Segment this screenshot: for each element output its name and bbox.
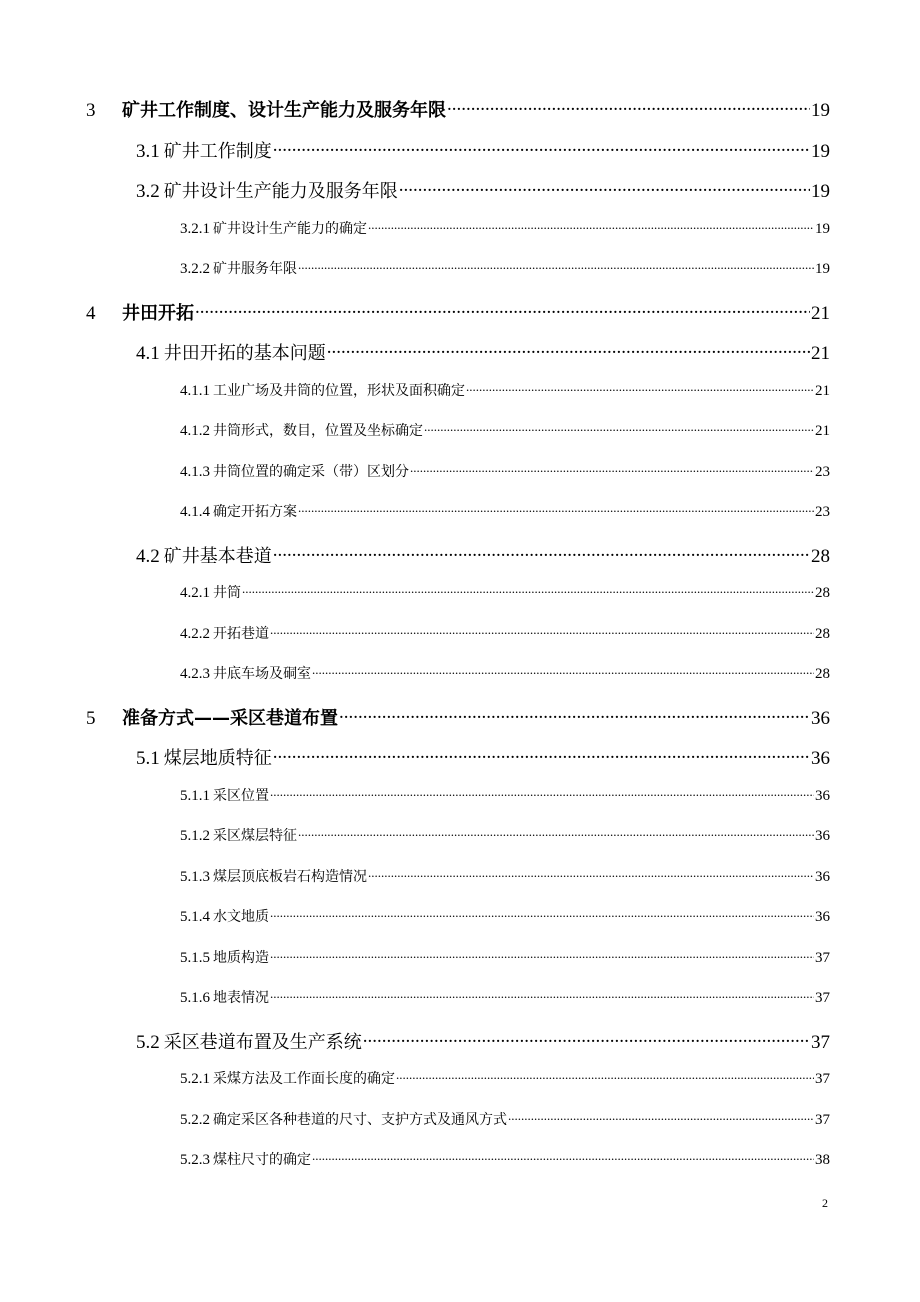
toc-entry-number: 3.2.1 (180, 220, 210, 237)
toc-entry-page: 19 (811, 181, 830, 202)
toc-entry-number: 5.2 (136, 1031, 160, 1053)
toc-entry-number: 5.1.6 (180, 990, 210, 1006)
toc-entry[interactable] (180, 1149, 830, 1169)
toc-entry-number: 3.2 (136, 181, 160, 202)
toc-entry[interactable] (86, 704, 830, 730)
toc-entry-title: 开拓巷道 (213, 625, 269, 642)
toc-dot-leader (508, 1109, 814, 1124)
toc-entry-number: 3 (86, 100, 96, 121)
toc-entry-number: 5.2.2 (180, 1111, 210, 1128)
toc-entry-title: 井底车场及硐室 (213, 666, 311, 682)
toc-entry-number: 4.1.4 (180, 504, 210, 520)
toc-entry-page: 37 (815, 1071, 830, 1087)
toc-entry-page: 23 (815, 463, 830, 480)
toc-entry-page: 28 (811, 545, 830, 567)
toc-entry[interactable] (180, 825, 830, 845)
toc-entry-number: 4.2 (136, 545, 160, 567)
toc-entry[interactable] (136, 542, 830, 568)
toc-entry-title: 井田开拓的基本问题 (163, 343, 326, 364)
toc-entry-number: 4.1.1 (180, 382, 210, 399)
toc-entry-number: 5 (86, 707, 96, 729)
toc-entry[interactable] (180, 987, 830, 1007)
toc-entry-page: 37 (815, 949, 830, 966)
toc-entry-page: 36 (815, 868, 830, 885)
toc-dot-leader (410, 461, 814, 476)
toc-entry[interactable] (180, 218, 830, 238)
toc-dot-leader (399, 178, 810, 197)
toc-entry-number: 5.1.1 (180, 787, 210, 804)
toc-entry[interactable] (180, 906, 830, 926)
toc-entry-number: 5.1 (136, 748, 160, 769)
toc-entry-title: 确定采区各种巷道的尺寸、支护方式及通风方式 (213, 1111, 507, 1128)
toc-dot-leader (363, 1029, 810, 1048)
toc-dot-leader (298, 825, 814, 840)
toc-entry-title: 井筒形式，数目，位置及坐标确定 (213, 423, 423, 439)
toc-entry[interactable] (86, 96, 830, 122)
toc-entry-number: 4.1.3 (180, 463, 210, 480)
toc-entry-page: 21 (815, 423, 830, 439)
toc-dot-leader (270, 785, 814, 800)
toc-entry[interactable] (136, 744, 830, 770)
toc-dot-leader (424, 420, 814, 435)
toc-entry[interactable] (136, 339, 830, 365)
toc-entry[interactable] (180, 947, 830, 967)
toc-entry-page: 36 (815, 828, 830, 844)
toc-entry-number: 5.1.5 (180, 949, 210, 966)
toc-entry-page: 36 (815, 909, 830, 925)
toc-entry-page: 28 (815, 585, 830, 601)
toc-dot-leader (242, 582, 814, 597)
toc-dot-leader (298, 501, 814, 516)
toc-entry[interactable] (180, 663, 830, 683)
toc-dot-leader (447, 97, 810, 116)
toc-entry[interactable] (180, 1068, 830, 1088)
toc-dot-leader (312, 1149, 814, 1164)
toc-entry-title: 井田开拓 (122, 302, 194, 324)
toc-entry[interactable] (180, 420, 830, 440)
toc-entry-number: 5.1.4 (180, 909, 210, 925)
toc-entry-number: 4 (86, 302, 96, 324)
toc-entry-title: 采煤方法及工作面长度的确定 (213, 1071, 395, 1087)
toc-entry-page: 36 (811, 748, 830, 769)
toc-entry-page: 37 (815, 990, 830, 1006)
toc-entry-title: 采区巷道布置及生产系统 (163, 1031, 362, 1053)
toc-entry-title: 煤层地质特征 (163, 748, 272, 769)
toc-entry-title: 地表情况 (213, 990, 269, 1006)
toc-entry-page: 36 (811, 707, 830, 729)
toc-entry-title: 煤层顶底板岩石构造情况 (213, 868, 367, 885)
toc-dot-leader (270, 947, 814, 962)
toc-entry[interactable] (180, 1109, 830, 1129)
toc-dot-leader (339, 705, 810, 724)
toc-entry-number: 5.1.3 (180, 868, 210, 885)
toc-entry-title: 采区位置 (213, 787, 269, 804)
toc-entry-number: 4.2.1 (180, 585, 210, 601)
toc-dot-leader (298, 258, 814, 273)
toc-entry-number: 4.1 (136, 343, 160, 364)
toc-entry-number: 4.2.3 (180, 666, 210, 682)
toc-entry-page: 23 (815, 504, 830, 520)
toc-entry-page: 19 (815, 261, 830, 277)
toc-entry-page: 37 (815, 1111, 830, 1128)
toc-dot-leader (273, 138, 810, 157)
toc-entry-page: 19 (815, 220, 830, 237)
toc-dot-leader (270, 906, 814, 921)
toc-entry-title: 矿井工作制度 (163, 140, 272, 162)
toc-entry-number: 5.1.2 (180, 828, 210, 844)
toc-entry-number: 3.2.2 (180, 261, 210, 277)
toc-entry[interactable] (180, 461, 830, 481)
toc-entry[interactable] (180, 258, 830, 278)
toc-entry[interactable] (136, 177, 830, 203)
page-number: 2 (822, 1196, 828, 1210)
toc-entry[interactable] (180, 866, 830, 886)
toc-entry-title: 水文地质 (213, 909, 269, 925)
toc-entry-title: 确定开拓方案 (213, 504, 297, 520)
toc-entry-title: 煤柱尺寸的确定 (213, 1152, 311, 1168)
toc-dot-leader (312, 663, 814, 678)
toc-entry[interactable] (180, 623, 830, 643)
toc-dot-leader (466, 380, 814, 395)
toc-entry-title: 矿井服务年限 (213, 261, 297, 277)
toc-entry-page: 21 (811, 302, 830, 324)
toc-entry-title: 矿井设计生产能力的确定 (213, 220, 367, 237)
toc-dot-leader (327, 340, 810, 359)
toc-entry-title: 准备方式——采区巷道布置 (122, 707, 338, 729)
toc-entry[interactable] (136, 1028, 830, 1054)
toc-entry-page: 19 (811, 140, 830, 162)
toc-entry-page: 38 (815, 1152, 830, 1168)
toc-entry-number: 4.1.2 (180, 423, 210, 439)
toc-entry[interactable] (180, 501, 830, 521)
toc-dot-leader (273, 543, 810, 562)
toc-entry-number: 5.2.3 (180, 1152, 210, 1168)
toc-dot-leader (368, 218, 814, 233)
toc-entry-title: 井筒 (213, 585, 241, 601)
toc-entry-number: 4.2.2 (180, 625, 210, 642)
toc-entry-page: 21 (811, 343, 830, 364)
toc-dot-leader (273, 745, 810, 764)
toc-entry[interactable] (136, 137, 830, 163)
toc-entry[interactable] (180, 582, 830, 602)
toc-dot-leader (195, 300, 810, 319)
toc-dot-leader (396, 1068, 814, 1083)
toc-dot-leader (270, 987, 814, 1002)
toc-entry-title: 井筒位置的确定采（带）区划分 (213, 463, 409, 480)
toc-entry-title: 矿井基本巷道 (163, 545, 272, 567)
toc-entry[interactable] (86, 299, 830, 325)
toc-entry-title: 采区煤层特征 (213, 828, 297, 844)
toc-entry-title: 工业广场及井筒的位置，形状及面积确定 (213, 382, 465, 399)
toc-entry-page: 28 (815, 666, 830, 682)
toc-entry-page: 36 (815, 787, 830, 804)
toc-entry[interactable] (180, 380, 830, 400)
toc-entry-page: 19 (811, 100, 830, 121)
toc-entry-number: 3.1 (136, 140, 160, 162)
toc-entry-page: 21 (815, 382, 830, 399)
toc-entry-number: 5.2.1 (180, 1071, 210, 1087)
toc-entry-page: 28 (815, 625, 830, 642)
toc-entry-title: 矿井工作制度、设计生产能力及服务年限 (122, 100, 446, 121)
toc-dot-leader (270, 623, 814, 638)
toc-dot-leader (368, 866, 814, 881)
toc-entry[interactable] (180, 785, 830, 805)
toc-entry-title: 地质构造 (213, 949, 269, 966)
toc-entry-page: 37 (811, 1031, 830, 1053)
toc-entry-title: 矿井设计生产能力及服务年限 (163, 181, 398, 202)
